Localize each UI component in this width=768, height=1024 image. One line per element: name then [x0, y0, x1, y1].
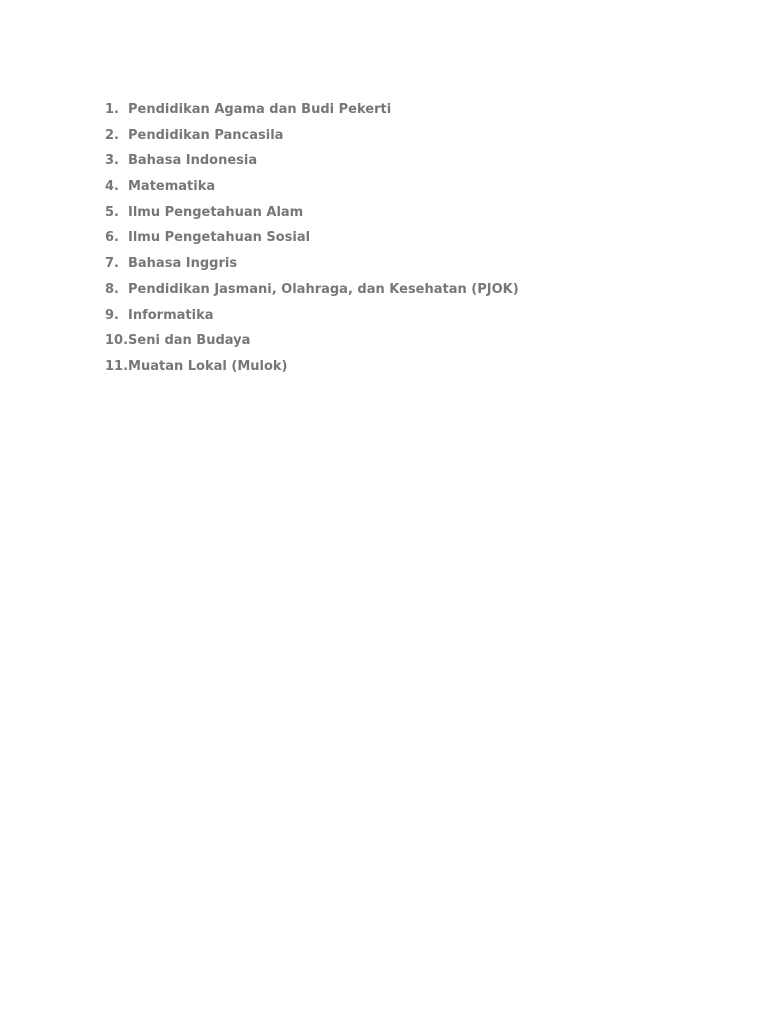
list-item-label: Bahasa Indonesia	[128, 153, 258, 169]
list-item	[105, 99, 519, 125]
list-item-label: Ilmu Pengetahuan Alam	[128, 204, 304, 220]
list-item-number: 8.	[105, 281, 119, 297]
list-item-number: 3.	[105, 153, 119, 169]
list-item-label: Informatika	[128, 307, 214, 323]
list-item-number: 6.	[105, 230, 119, 246]
list-item-label: Pendidikan Agama dan Budi Pekerti	[128, 102, 392, 117]
list-item-number: 2.	[105, 127, 119, 143]
list-item-number: 5.	[105, 204, 119, 220]
list-item-number: 10.	[105, 333, 129, 349]
list-item	[105, 305, 519, 331]
list-item	[105, 356, 519, 382]
list-item-number: 4.	[105, 179, 119, 195]
subject-list	[105, 99, 519, 382]
list-item	[105, 253, 519, 279]
list-item	[105, 279, 519, 305]
list-item	[105, 176, 519, 202]
list-item-label: Pendidikan Jasmani, Olahraga, dan Kesehatan (PJOK)	[128, 281, 519, 297]
list-item	[105, 330, 519, 356]
list-item-label: Seni dan Budaya	[128, 333, 251, 349]
list-item-number: 1.	[105, 102, 119, 117]
list-item	[105, 150, 519, 176]
list-item-label: Muatan Lokal (Mulok)	[128, 358, 288, 374]
list-item-label: Pendidikan Pancasila	[128, 127, 284, 143]
list-item-number: 9.	[105, 307, 119, 323]
list-item-number: 7.	[105, 256, 119, 272]
list-item-label: Ilmu Pengetahuan Sosial	[128, 230, 311, 246]
list-item	[105, 227, 519, 253]
list-item	[105, 202, 519, 228]
list-item-number: 11.	[105, 358, 129, 374]
list-item-label: Bahasa Inggris	[128, 256, 238, 272]
list-item	[105, 125, 519, 151]
list-item-label: Matematika	[128, 179, 216, 195]
